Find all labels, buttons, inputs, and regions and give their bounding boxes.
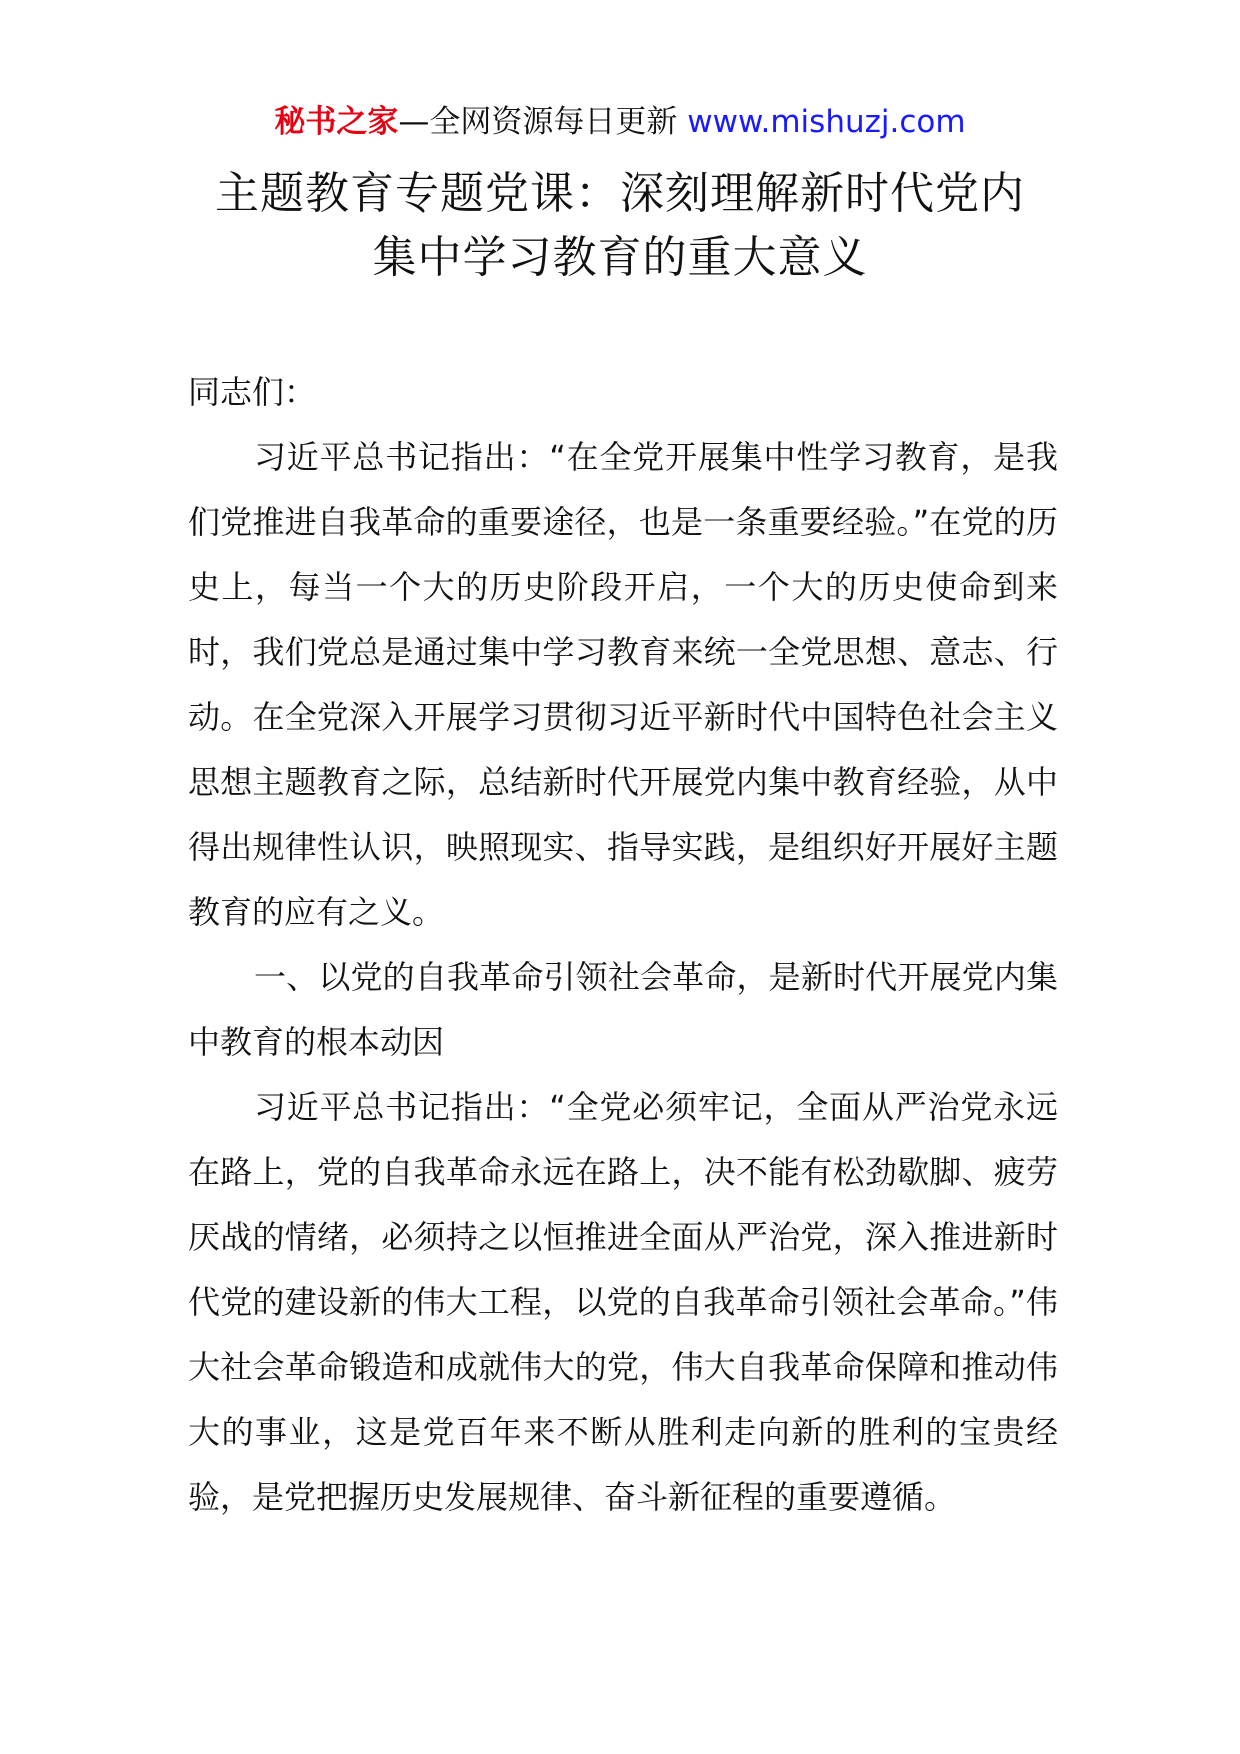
salutation: 同志们：	[188, 373, 317, 411]
title-line-1: 主题教育专题党课：深刻理解新时代党内	[215, 168, 1025, 219]
banner-brand: 秘书之家	[274, 104, 399, 140]
banner-url: www.mishuzj.com	[687, 104, 966, 140]
document-title	[150, 162, 1090, 290]
paragraph-1: 习近平总书记指出：“在全党开展集中性学习教育，是我们党推进自我革命的重要途径，也是一条重要经验。”在党的历史上，每当一个大的历史阶段开启，一个大的历史使命到来时，我们党总是通过集中学习教育来统一全党思想、意志、行动。在全党深入开展学习贯彻习近平新时代中国特色社会主义思想主题教育之际，总结新时代开展党内集中教育经验，从中得出规律性认识，映照现实、指导实践，是组织好开展好主题教育的应有之义。	[188, 438, 1058, 931]
banner-slogan: —全网资源每日更新	[398, 104, 688, 140]
section-heading-1: 一、以党的自我革命引领社会革命，是新时代开展党内集中教育的根本动因	[188, 958, 1058, 1061]
paragraph-2: 习近平总书记指出：“全党必须牢记，全面从严治党永远在路上，党的自我革命永远在路上，决不能有松劲歇脚、疲劳厌战的情绪，必须持之以恒推进全面从严治党，深入推进新时代党的建设新的伟大工程，以党的自我革命引领社会革命。”伟大社会革命锻造和成就伟大的党，伟大自我革命保障和推动伟大的事业，这是党百年来不断从胜利走向新的胜利的宝贵经验，是党把握历史发展规律、奋斗新征程的重要遵循。	[188, 1088, 1058, 1516]
document-body	[188, 360, 1058, 1530]
site-banner	[0, 100, 1240, 144]
title-line-2: 集中学习教育的重大意义	[372, 232, 868, 283]
